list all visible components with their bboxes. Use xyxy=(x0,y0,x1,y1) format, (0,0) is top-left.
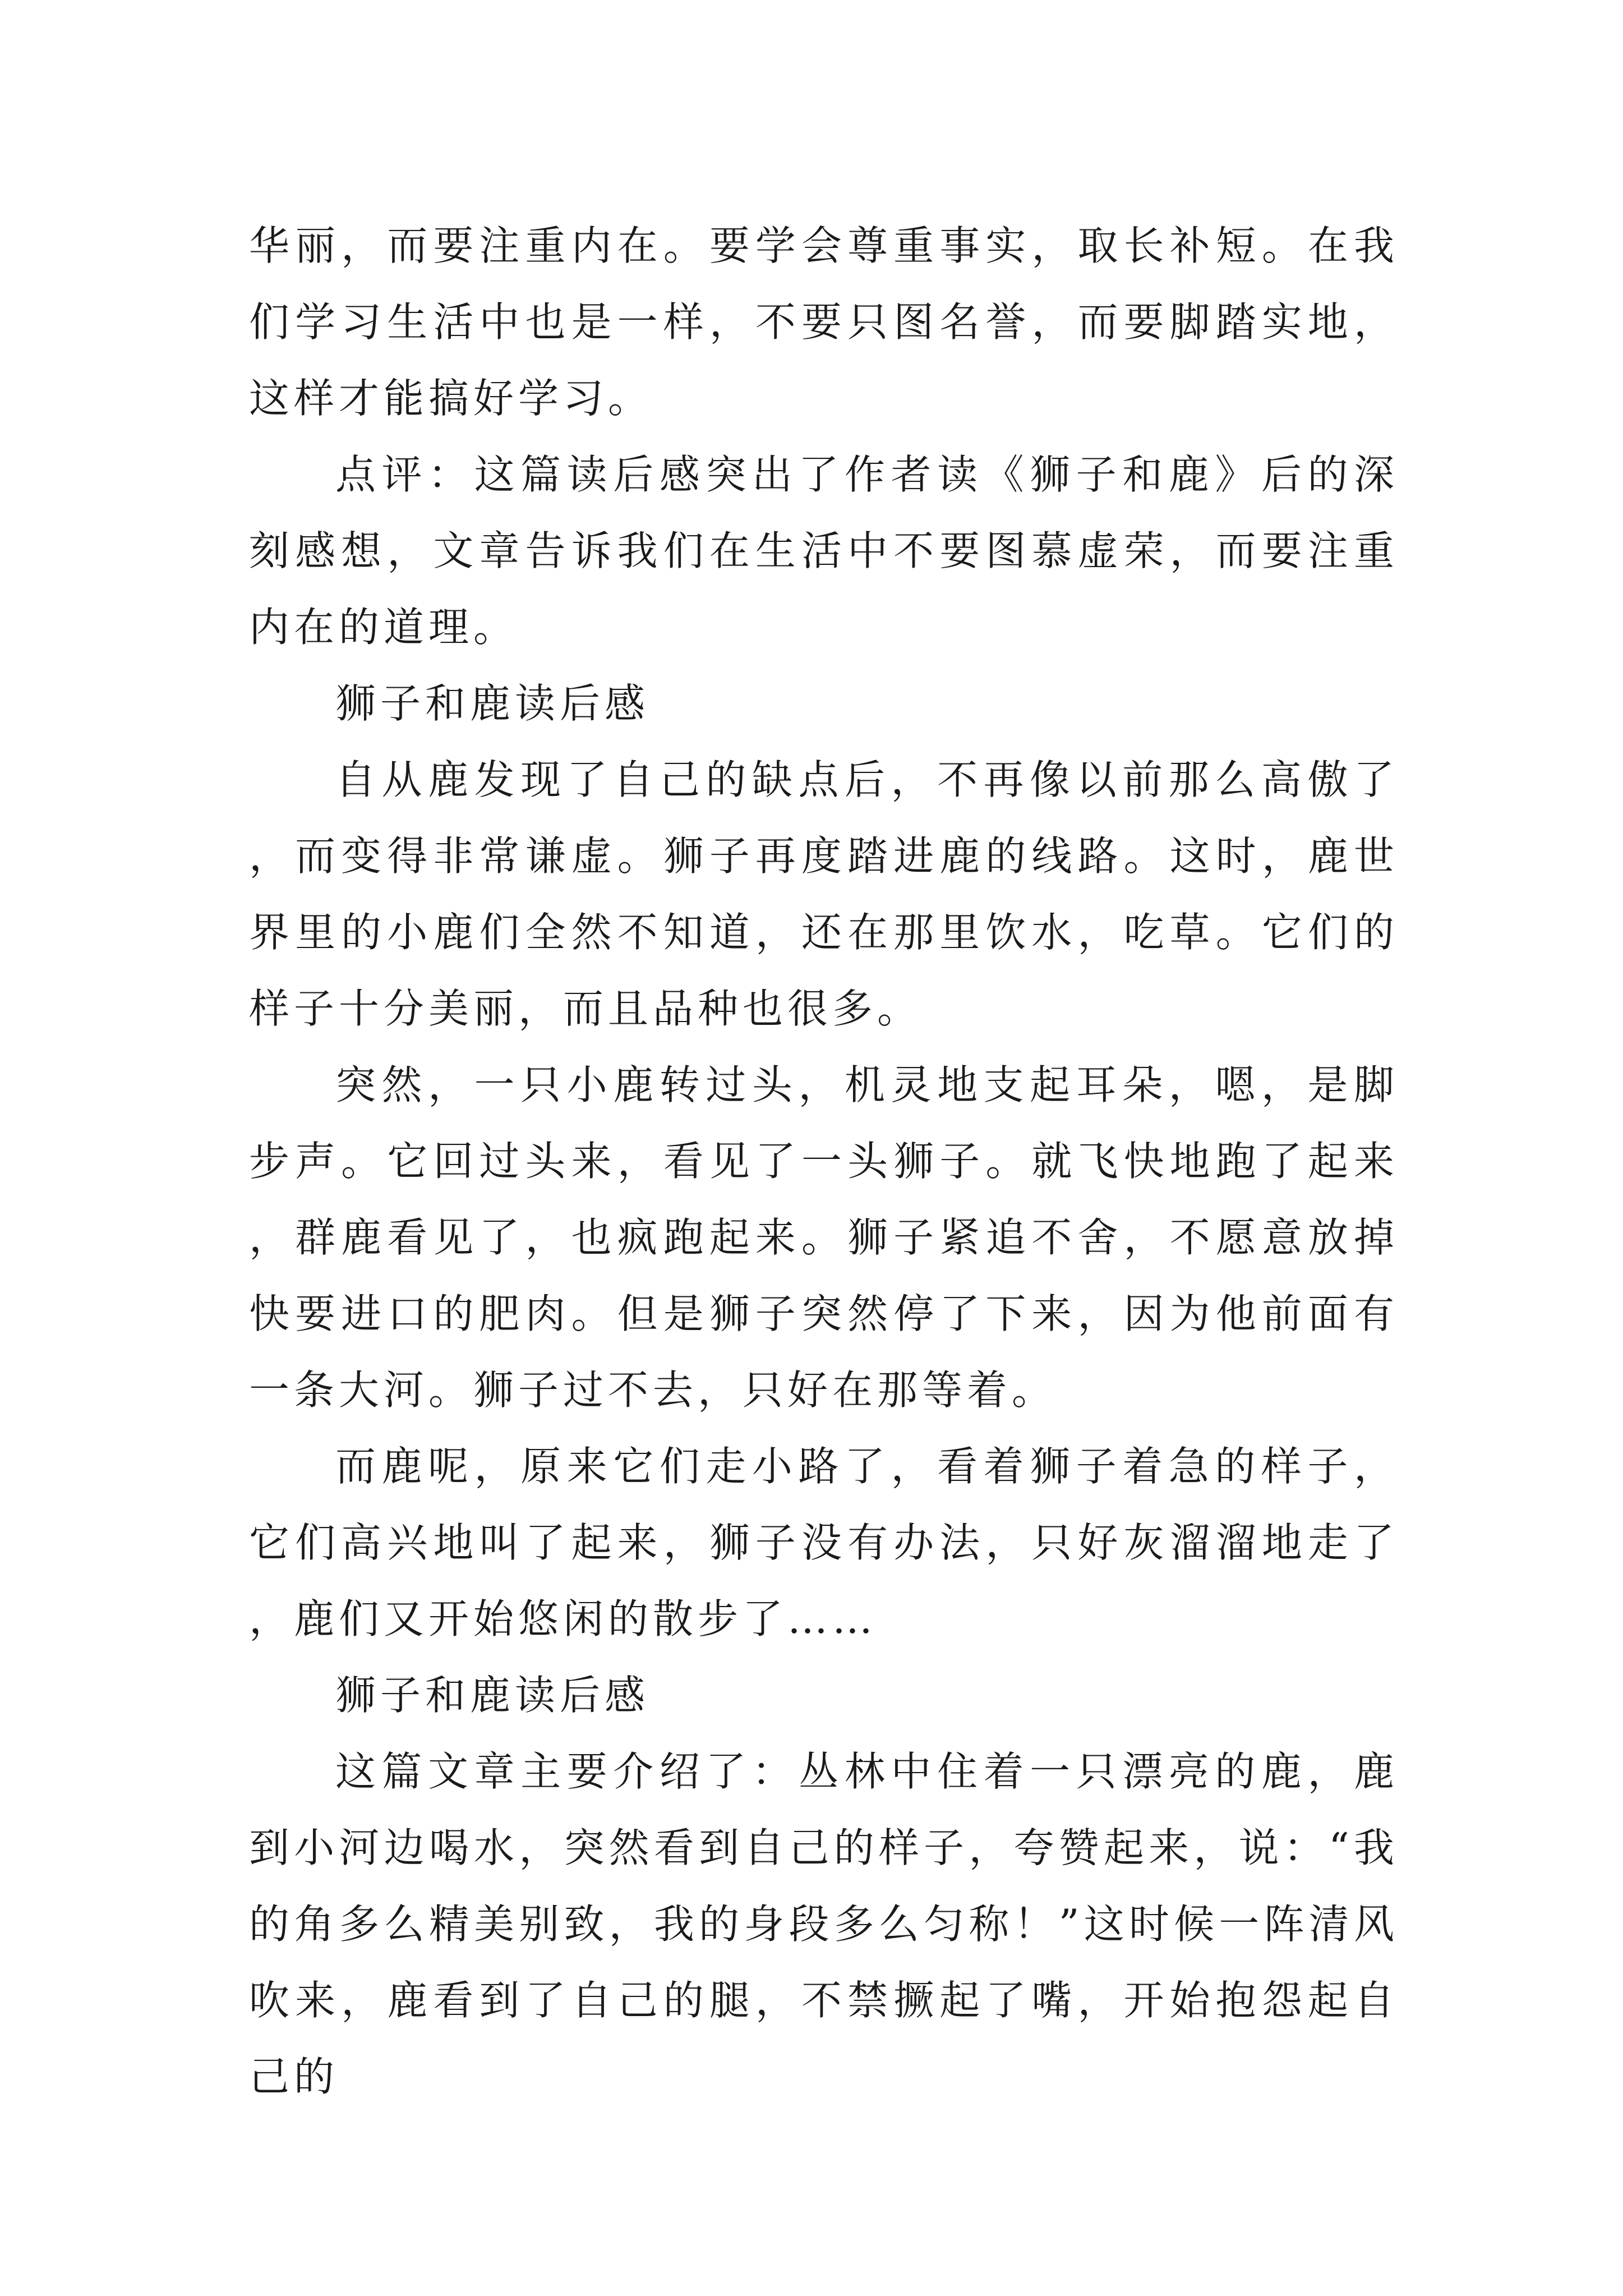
paragraph: 这篇文章主要介绍了：丛林中住着一只漂亮的鹿，鹿到小河边喝水，突然看到自己的样子，夸赞起来，说：“我的角多么精美别致，我的身段多么匀称！”这时候一阵清风吹来，鹿看到了自己的腿，不禁撅起了嘴，开始抱怨起自己的 xyxy=(249,1748,1399,2100)
paragraph-commentary: 点评：这篇读后感突出了作者读《狮子和鹿》后的深刻感想，文章告诉我们在生活中不要图慕虚荣，而要注重内在的道理。 xyxy=(249,451,1399,651)
paragraph-continuation: 华丽，而要注重内在。要学会尊重事实，取长补短。在我们学习生活中也是一样，不要只图名誉，而要脚踏实地，这样才能搞好学习。 xyxy=(249,222,1399,422)
essay-heading: 狮子和鹿读后感 xyxy=(335,680,650,727)
document-body xyxy=(249,208,1399,2115)
paragraph: 突然，一只小鹿转过头，机灵地支起耳朵，嗯，是脚步声。它回过头来，看见了一头狮子。就飞快地跑了起来，群鹿看见了，也疯跑起来。狮子紧追不舍，不愿意放掉快要进口的肥肉。但是狮子突然停了下来，因为他前面有一条大河。狮子过不去，只好在那等着。 xyxy=(249,1061,1399,1414)
essay-heading: 狮子和鹿读后感 xyxy=(335,1672,650,1719)
paragraph: 自从鹿发现了自己的缺点后，不再像以前那么高傲了，而变得非常谦虚。狮子再度踏进鹿的线路。这时，鹿世界里的小鹿们全然不知道，还在那里饮水，吃草。它们的样子十分美丽，而且品种也很多。 xyxy=(249,756,1399,1032)
paragraph: 而鹿呢，原来它们走小路了，看着狮子着急的样子，它们高兴地叫了起来，狮子没有办法，只好灰溜溜地走了，鹿们又开始悠闲的散步了…… xyxy=(249,1443,1399,1642)
